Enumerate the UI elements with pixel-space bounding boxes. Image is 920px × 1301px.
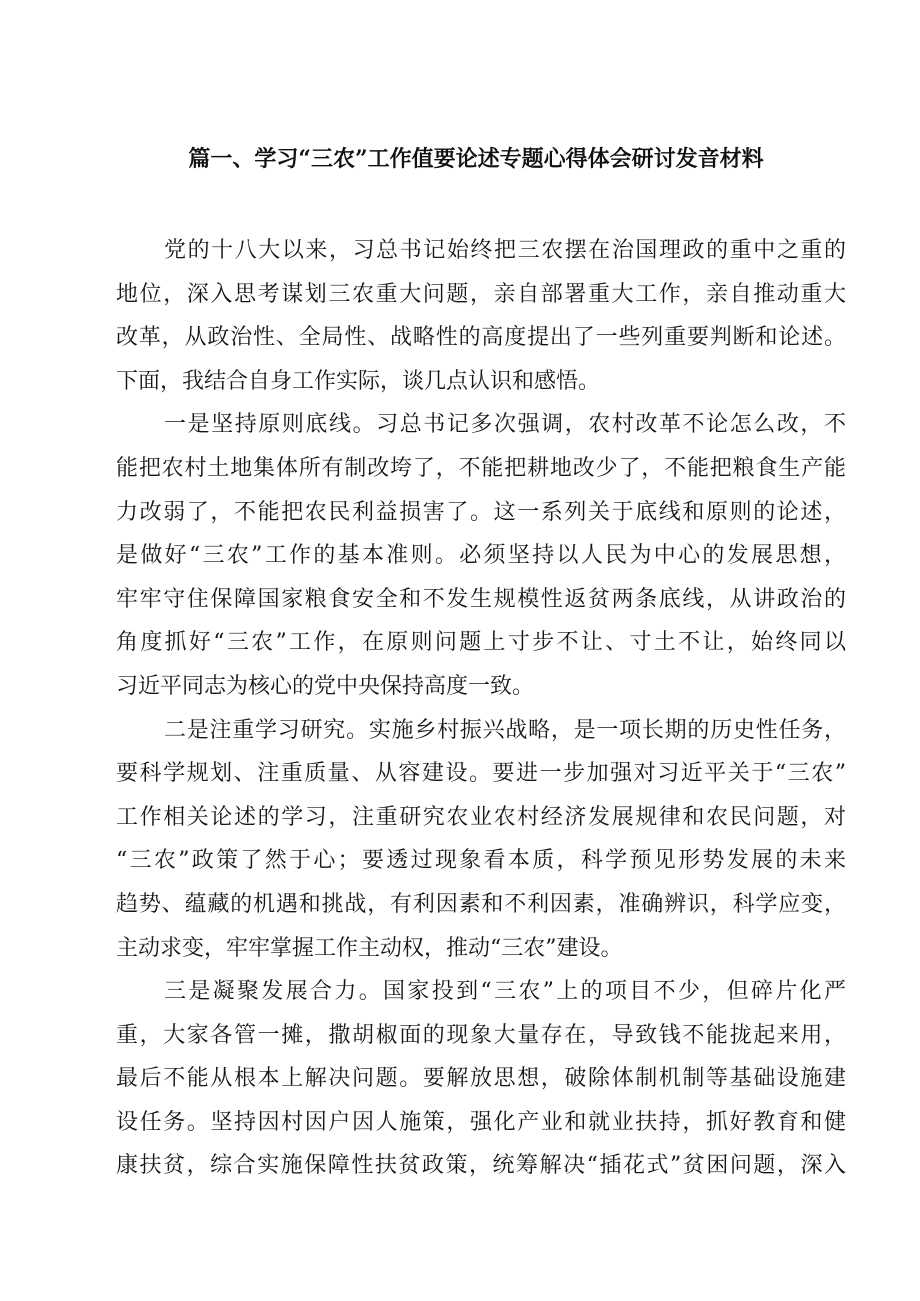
body-line: 工作相关论述的学习，注重研究农业农村经济发展规律和农民问题，对 <box>116 804 846 830</box>
body-line: 趋势、蕴藏的机遇和挑战，有利因素和不利因素，准确辨识，科学应变， <box>116 891 846 917</box>
body-line: 三是凝聚发展合力。国家投到“三农”上的项目不少，但碎片化严 <box>164 979 846 1005</box>
body-line: 一是坚持原则底线。习总书记多次强调，农村改革不论怎么改，不 <box>164 412 846 438</box>
body-line: 牢牢守住保障国家粮食安全和不发生规模性返贫两条底线，从讲政治的 <box>116 586 846 612</box>
body-line: 重，大家各管一摊，撒胡椒面的现象大量存在，导致钱不能拢起来用， <box>116 1022 846 1048</box>
body-line: 改革，从政治性、全局性、战略性的高度提出了一些列重要判断和论述。 <box>116 325 846 351</box>
body-line: 党的十八大以来，习总书记始终把三农摆在治国理政的重中之重的 <box>164 238 846 263</box>
body-line: 要科学规划、注重质量、从容建设。要进一步加强对习近平关于“三农” <box>116 761 846 787</box>
body-line: 主动求变，牢牢掌握工作主动权，推动“三农”建设。 <box>116 935 623 961</box>
body-line: 是做好“三农”工作的基本准则。必须坚持以人民为中心的发展思想， <box>116 543 846 569</box>
document-title: 篇一、学习“三农”工作值要论述专题心得体会研讨发音材料 <box>188 146 764 172</box>
body-line: 能把农村土地集体所有制改垮了，不能把耕地改少了，不能把粮食生产能 <box>116 455 846 481</box>
body-line: 康扶贫，综合实施保障性扶贫政策，统筹解决“插花式”贫困问题，深入 <box>116 1153 846 1179</box>
body-line: 二是注重学习研究。实施乡村振兴战略，是一项长期的历史性任务， <box>164 717 846 743</box>
document-body <box>116 229 846 1188</box>
body-line: 下面，我结合自身工作实际，谈几点认识和感悟。 <box>116 368 601 394</box>
body-line: 最后不能从根本上解决问题。要解放思想，破除体制机制等基础设施建 <box>116 1066 846 1092</box>
body-line: “三农”政策了然于心；要透过现象看本质，科学预见形势发展的未来 <box>116 848 846 874</box>
body-line: 角度抓好“三农”工作，在原则问题上寸步不让、寸土不让，始终同以 <box>116 630 846 656</box>
body-line: 力改弱了，不能把农民利益损害了。这一系列关于底线和原则的论述， <box>116 499 846 525</box>
body-line: 设任务。坚持因村因户因人施策，强化产业和就业扶持，抓好教育和健 <box>116 1109 846 1135</box>
body-line: 地位，深入思考谋划三农重大问题，亲自部署重大工作，亲自推动重大 <box>116 281 846 307</box>
body-line: 习近平同志为核心的党中央保持高度一致。 <box>116 673 535 699</box>
